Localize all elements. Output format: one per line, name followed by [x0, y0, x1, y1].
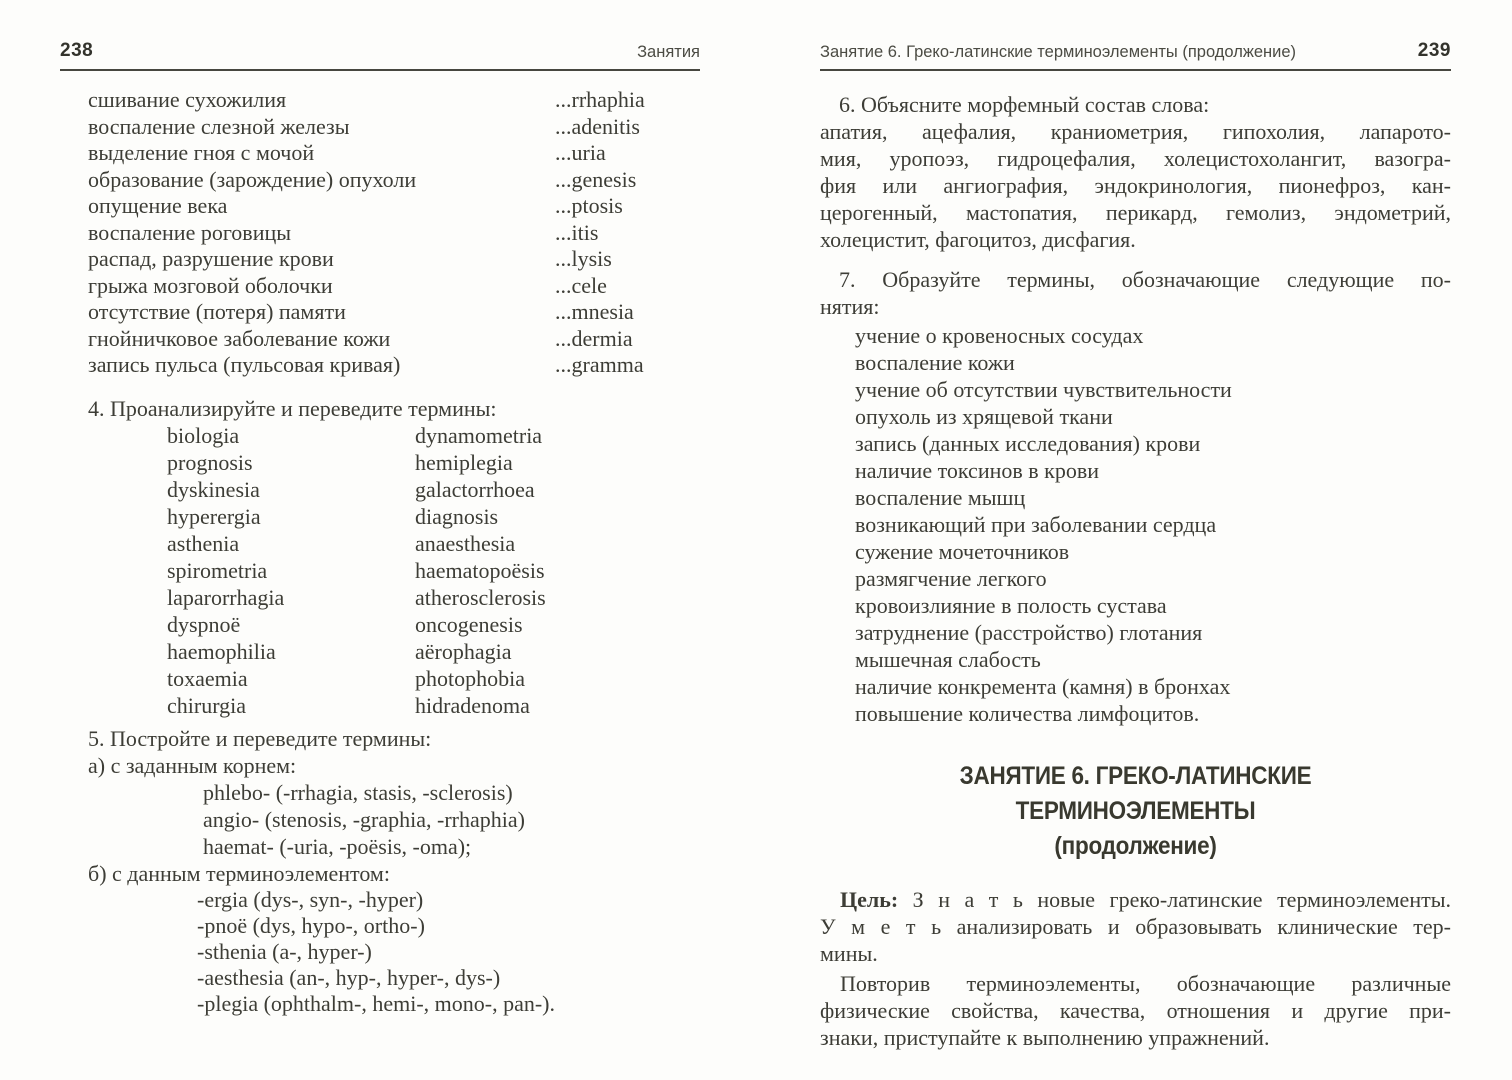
latin-term: biologia — [167, 422, 240, 448]
root-list — [60, 779, 700, 860]
latin-term-row — [60, 584, 700, 611]
definition-term: воспаление слезной железы — [88, 113, 350, 139]
root-item: phlebo- (-rrhagia, stasis, -sclerosis) — [203, 779, 513, 805]
left-page — [60, 40, 700, 1017]
exercise-5-sub-a: а) с заданным корнем: — [88, 752, 297, 778]
definition-list — [60, 87, 700, 379]
definition-row — [60, 299, 700, 326]
goal-line1-text: З н а т ь новые греко-латинские терминоэлементы. — [898, 887, 1451, 912]
latin-term-row — [60, 449, 700, 476]
closing-line2: физические свойства, качества, отношения и другие при- — [820, 998, 1451, 1023]
definition-element: ...itis — [555, 219, 599, 245]
list-item: наличие конкремента (камня) в бронхах — [855, 674, 1231, 699]
definition-term: отсутствие (потеря) памяти — [88, 299, 346, 324]
latin-term: dyskinesia — [167, 476, 260, 502]
root-item: angio- (stenosis, -graphia, -rrhaphia) — [203, 806, 525, 832]
left-running-head: Занятия — [637, 43, 700, 61]
closing-line3: знаки, приступайте к выполнению упражнений. — [820, 1025, 1270, 1050]
exercise-6-title: 6. Объясните морфемный состав слова: — [839, 92, 1210, 117]
definition-element: ...mnesia — [555, 299, 634, 324]
section-heading — [852, 759, 1420, 864]
right-page-header — [820, 40, 1451, 71]
latin-term: hidradenoma — [415, 692, 530, 718]
list-item: мышечная слабость — [855, 647, 1041, 672]
exercise-5-sub-b: б) с данным терминоэлементом: — [88, 860, 390, 886]
latin-term: laparorrhagia — [167, 584, 285, 610]
definition-element: ...cele — [555, 272, 607, 298]
paragraph-line: фия или ангиография, эндокринология, пионефроз, кан- — [820, 173, 1451, 198]
definition-element: ...rrhaphia — [555, 87, 645, 112]
latin-term: aërophagia — [415, 638, 512, 664]
latin-term: spirometria — [167, 557, 268, 583]
latin-term: hyperergia — [167, 503, 261, 529]
exercise-7-title-line1: 7. Образуйте термины, обозначающие следующие по- — [839, 267, 1451, 292]
definition-element: ...uria — [555, 140, 606, 165]
list-item: наличие токсинов в крови — [855, 458, 1099, 483]
list-item: учение об отсутствии чувствительности — [855, 377, 1232, 402]
latin-term: oncogenesis — [415, 611, 523, 637]
definition-row — [60, 87, 700, 114]
latin-term-row — [60, 422, 700, 449]
latin-term: galactorrhoea — [415, 476, 535, 502]
list-item: воспаление мышц — [855, 485, 1026, 510]
definition-term: опущение века — [88, 193, 228, 218]
definition-element: ...genesis — [555, 166, 637, 192]
root-item: haemat- (-uria, -poësis, -oma); — [203, 833, 472, 859]
element-item: -ergia (dys-, syn-, -hyper) — [197, 886, 424, 912]
section-heading-line2: (продолжение) — [1054, 832, 1217, 860]
definition-row — [60, 140, 700, 167]
element-item: -pnoë (dys, hypo-, ortho-) — [197, 912, 425, 938]
latin-term: atherosclerosis — [415, 584, 546, 610]
definition-row — [60, 193, 700, 220]
definition-row — [60, 246, 700, 273]
latin-term-row — [60, 530, 700, 557]
element-item: -plegia (ophthalm-, hemi-, mono-, pan-). — [197, 990, 556, 1016]
right-page-number: 239 — [1417, 40, 1451, 61]
latin-term-row — [60, 611, 700, 638]
list-item: опухоль из хрящевой ткани — [855, 404, 1113, 429]
latin-term: dyspnoë — [167, 611, 241, 637]
definition-term: запись пульса (пульсовая кривая) — [88, 352, 401, 377]
latin-term: dynamometria — [415, 422, 543, 448]
list-item: затруднение (расстройство) глотания — [855, 620, 1203, 645]
exercise-5-title: 5. Постройте и переведите термины: — [88, 725, 432, 751]
latin-term-row — [60, 665, 700, 692]
definition-term: образование (зарождение) опухоли — [88, 166, 417, 192]
latin-term: haemophilia — [167, 638, 276, 664]
definition-term: грыжа мозговой оболочки — [88, 272, 333, 298]
latin-term: photophobia — [415, 665, 525, 691]
goal-line2: У м е т ь анализировать и образовывать клинические тер- — [820, 914, 1451, 939]
latin-term: hemiplegia — [415, 449, 513, 475]
list-item: запись (данных исследования) крови — [855, 431, 1201, 456]
goal-line1 — [820, 886, 1451, 913]
latin-term-row — [60, 557, 700, 584]
paragraph-line: мия, уропоэз, гидроцефалия, холецистохолангит, вазогра- — [820, 146, 1451, 171]
definition-element: ...dermia — [555, 325, 633, 351]
definition-element: ...ptosis — [555, 193, 623, 218]
latin-term: toxaemia — [167, 665, 248, 691]
latin-term-row — [60, 638, 700, 665]
list-item: воспаление кожи — [855, 350, 1015, 375]
definition-row — [60, 114, 700, 141]
latin-term: prognosis — [167, 449, 253, 475]
exercise-7-items — [820, 322, 1451, 727]
definition-term: выделение гноя с мочой — [88, 140, 315, 165]
definition-row — [60, 352, 700, 379]
section-heading-line1: ЗАНЯТИЕ 6. ГРЕКО-ЛАТИНСКИЕ ТЕРМИНОЭЛЕМЕНТЫ — [959, 762, 1312, 825]
list-item: кровоизлияние в полость сустава — [855, 593, 1167, 618]
left-page-header — [60, 40, 700, 71]
goal-label: Цель: — [840, 887, 899, 912]
closing-line1: Повторив терминоэлементы, обозначающие различные — [840, 971, 1451, 996]
paragraph-line: церогенный, мастопатия, перикард, гемолиз, эндометрий, — [820, 200, 1451, 225]
paragraph-line: апатия, ацефалия, краниометрия, гипохолия, лапарото- — [820, 119, 1451, 144]
latin-term: haematopoësis — [415, 557, 545, 583]
closing-paragraph — [820, 970, 1451, 1051]
list-item: размягчение легкого — [855, 566, 1047, 591]
latin-terms-table — [60, 422, 700, 719]
definition-element: ...adenitis — [555, 113, 640, 139]
element-item: -sthenia (a-, hyper-) — [197, 938, 372, 964]
latin-term-row — [60, 503, 700, 530]
latin-term: anaesthesia — [415, 530, 516, 556]
right-running-head: Занятие 6. Греко-латинские терминоэлементы (продолжение) — [820, 43, 1297, 61]
goal-line3: мины. — [820, 941, 878, 966]
left-page-number: 238 — [60, 40, 94, 61]
exercise-7-title-line2: нятия: — [820, 294, 880, 319]
latin-term-row — [60, 476, 700, 503]
definition-term: сшивание сухожилия — [88, 87, 287, 112]
element-list — [60, 887, 700, 1017]
element-item: -aesthesia (an-, hyp-, hyper-, dys-) — [197, 964, 501, 990]
exercise-4-title: 4. Проанализируйте и переведите термины: — [88, 395, 497, 421]
definition-row — [60, 273, 700, 300]
definition-element: ...lysis — [555, 246, 612, 271]
latin-term: asthenia — [167, 530, 240, 556]
exercise-6-body — [820, 118, 1451, 253]
definition-row — [60, 167, 700, 194]
goal-paragraph — [820, 886, 1451, 967]
definition-row — [60, 220, 700, 247]
definition-element: ...gramma — [555, 352, 644, 377]
definition-term: гнойничковое заболевание кожи — [88, 325, 391, 351]
list-item: учение о кровеносных сосудах — [855, 323, 1144, 348]
list-item: сужение мочеточников — [855, 539, 1070, 564]
list-item: повышение количества лимфоцитов. — [855, 701, 1200, 726]
list-item: возникающий при заболевании сердца — [855, 512, 1217, 537]
right-page — [820, 40, 1451, 1051]
definition-term: воспаление роговицы — [88, 219, 292, 245]
latin-term: diagnosis — [415, 503, 499, 529]
paragraph-line: холецистит, фагоцитоз, дисфагия. — [820, 227, 1136, 252]
definition-row — [60, 326, 700, 353]
latin-term: chirurgia — [167, 692, 247, 718]
latin-term-row — [60, 692, 700, 719]
definition-term: распад, разрушение крови — [88, 246, 334, 271]
